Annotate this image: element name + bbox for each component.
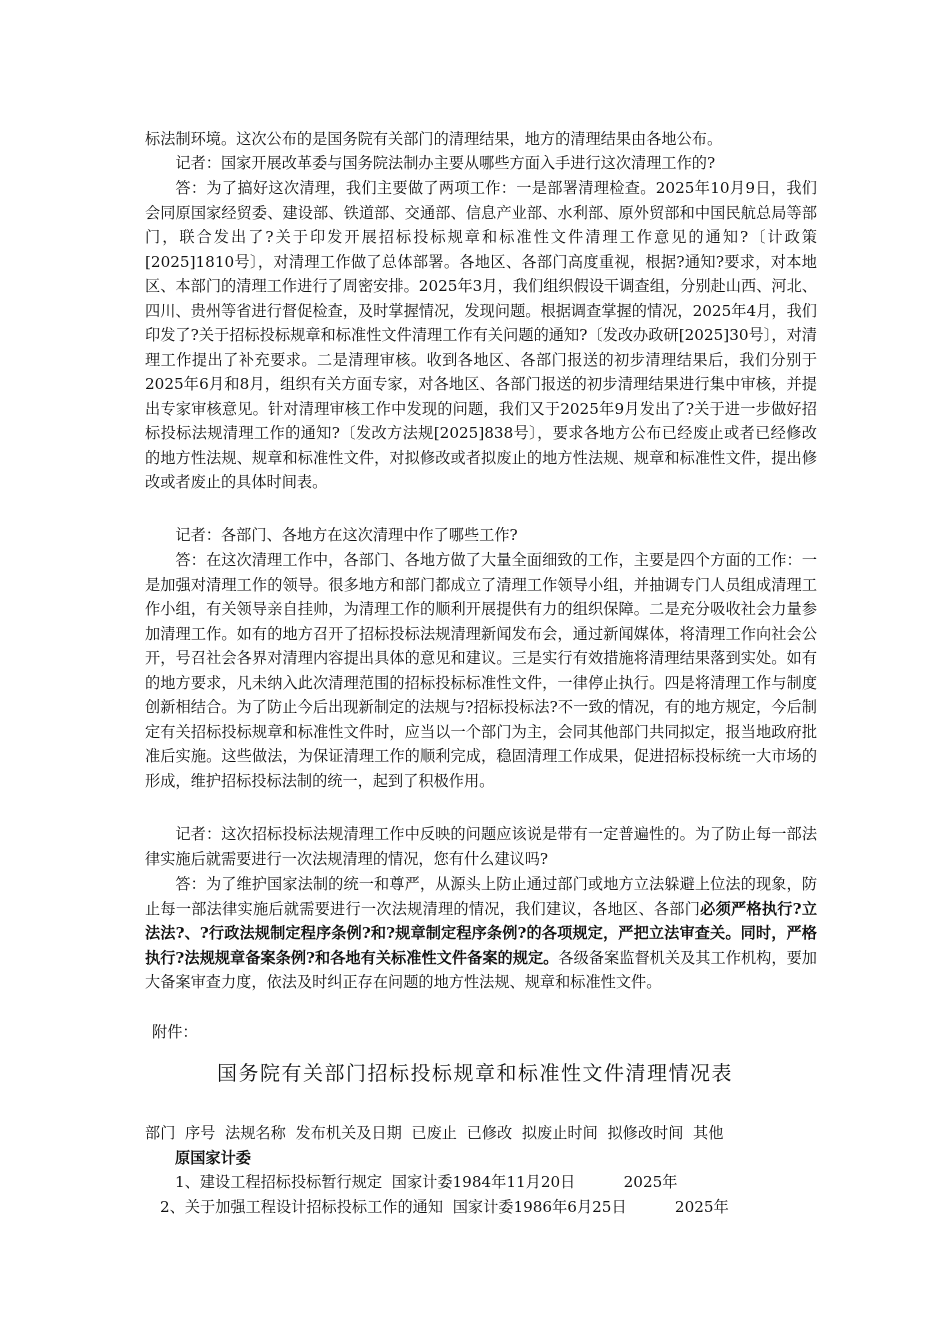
question-2: 记者：各部门、各地方在这次清理中作了哪些工作? [175,526,518,544]
table-row: 2、关于加强工程设计招标投标工作的通知 国家计委1986年6月25日 2025年 [160,1198,729,1216]
attachment-label: 附件： [152,1023,198,1041]
answer-2: 答：在这次清理工作中，各部门、各地方做了大量全面细致的工作，主要是四个方面的工作：一是加强对清理工作的领导。很多地方和部门都成立了清理工作领导小组，并抽调专门人员组成清理工作小组，有关领导亲自挂帅，为清理工作的顺利开展提供有力的组织保障。二是充分吸收社会力量参加清理工作。如有的地方召开了招标投标法规清理新闻发布会，通过新闻媒体，将清理工作向社会公开，号召社会各界对清理内容提出具体的意见和建议。三是实行有效措施将清理结果落到实处。如有的地方要求，凡未纳入此次清理范围的招标投标标准性文件，一律停止执行。四是将清理工作与制度创新相结合。为了防止今后出现新制定的法规与?招标投标法?不一致的情况，有的地方规定，今后制定有关招标投标规章和标准性文件时，应当以一个部门为主，会同其他部门共同拟定，报当地政府批准后实施。这些做法，为保证清理工作的顺利完成，稳固清理工作成果，促进招标投标统一大市场的形成，维护招标投标法制的统一，起到了积极作用。 [145,551,817,790]
table-header: 部门 序号 法规名称 发布机关及日期 已废止 已修改 拟废止时间 拟修改时间 其他 [145,1124,724,1142]
table-row: 1、建设工程招标投标暂行规定 国家计委1984年11月20日 2025年 [175,1173,678,1191]
answer-1: 答：为了搞好这次清理，我们主要做了两项工作：一是部署清理检查。2025年10月9日，我们会同原国家经贸委、建设部、铁道部、交通部、信息产业部、水利部、原外贸部和中国民航总局等部门，联合发出了?关于印发开展招标投标规章和标准性文件清理工作意见的通知?〔计政策[2025]1810号〕，对清理工作做了总体部署。各地区、各部门高度重视，根据?通知?要求，对本地区、本部门的清理工作进行了周密安排。2025年3月，我们组织假设干调查组，分别赴山西、河北、四川、贵州等省进行督促检查，及时掌握情况，发现问题。根据调查掌握的情况，2025年4月，我们印发了?关于招标投标规章和标准性文件清理工作有关问题的通知?〔发改办政研[2025]30号〕，对清理工作提出了补充要求。二是清理审核。收到各地区、各部门报送的初步清理结果后，我们分别于2025年6月和8月，组织有关方面专家，对各地区、各部门报送的初步清理结果进行集中审核，并提出专家审核意见。针对清理审核工作中发现的问题，我们又于2025年9月发出了?关于进一步做好招标投标法规清理工作的通知?〔发改方法规[2025]838号〕，要求各地方公布已经废止或者已经修改的地方性法规、规章和标准性文件，对拟修改或者拟废止的地方性法规、规章和标准性文件，提出修改或者废止的具体时间表。 [145,179,817,491]
table-title: 国务院有关部门招标投标规章和标准性文件清理情况表 [217,1061,733,1085]
question-1: 记者：国家开展改革委与国务院法制办主要从哪些方面入手进行这次清理工作的? [175,154,716,172]
department-name: 原国家计委 [175,1149,251,1167]
answer-3-bold: 必须严格执行?立法法?、?行政法规制定程序条例?和?规章制定程序条例?的各项规定，严把立法审查关。同时，严格执行?法规规章备案条例?和各地有关标准性文件备案的规定。 [145,899,818,967]
answer-3-part1: 答：为了维护国家法制的统一和尊严，从源头上防止通过部门或地方立法躲避上位法的现象，防止每一部法律实施后就需要进行一次法规清理的情况，我们建议，各地区、各部门 [145,875,817,918]
question-3: 记者：这次招标投标法规清理工作中反映的问题应该说是带有一定普遍性的。为了防止每一部法律实施后就需要进行一次法规清理的情况，您有什么建议吗? [145,825,817,868]
answer-3-part3: 各级备案监督机关及其工作机构，要加大备案审查力度，依法及时纠正存在问题的地方性法规、规章和标准性文件。 [145,948,817,991]
answer-3 [145,872,817,995]
paragraph-intro-tail: 标法制环境。这次公布的是国务院有关部门的清理结果，地方的清理结果由各地公布。 [145,130,723,148]
